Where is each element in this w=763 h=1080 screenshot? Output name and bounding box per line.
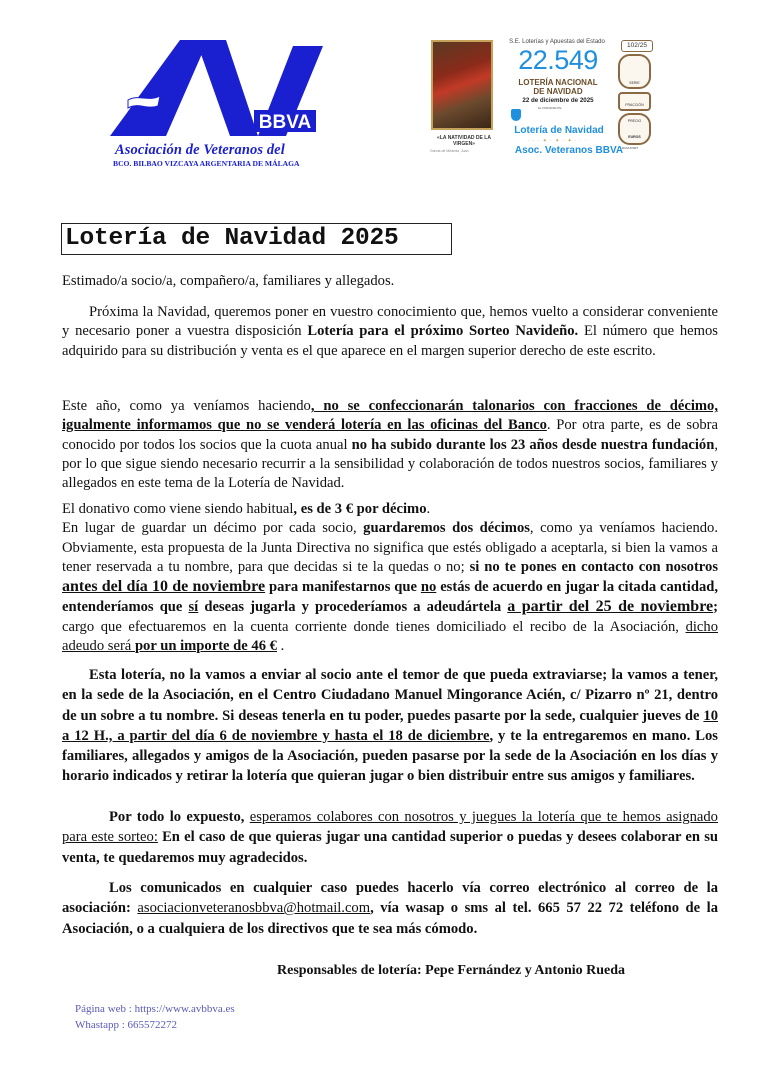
- logo-subtitle: BCO. BILBAO VIZCAYA ARGENTARIA DE MÁLAGA: [113, 159, 300, 168]
- av-logo-mark-icon: [108, 38, 323, 142]
- text-run: Este año, como ya veníamos haciendo: [62, 398, 311, 414]
- text-run-bold-underlined: no: [420, 579, 437, 596]
- ticket-name-line2: DE NAVIDAD: [533, 87, 583, 96]
- paragraph-contacto: [62, 878, 718, 939]
- text-run: , y te la entregaremos en mano. Los familiares, allegados y amigos de la Asociación, pueden pasarse por la sede de la Asociación en los días y horario indicados y retirar la lotería que quieran jugar o bien distribuir entre sus amigos y familiares.: [62, 727, 718, 785]
- ticket-number: 22.549: [518, 45, 598, 75]
- footer-website-link[interactable]: Página web : https://www.avbbva.es: [75, 1003, 235, 1015]
- text-run: cargo que efectuaremos en la cuenta corriente donde tienes domiciliado el recibo de la Asociación,: [62, 618, 686, 635]
- ticket-label-asociacion: Asoc. Veteranos BBVA: [514, 145, 624, 156]
- ticket-name-line1: LOTERÍA NACIONAL: [518, 78, 598, 87]
- text-run: , por lo que sigue siendo necesario recurrir a la sensibilidad y colaboración de todos nuestros socios, familiares y allegados en este tema de la Lotería de Navidad.: [62, 436, 718, 492]
- ticket-painting-author: García de Miranda, Juan: [430, 149, 469, 153]
- paragraph-recogida: [62, 665, 718, 787]
- text-run: En lugar de guardar un décimo por cada socio,: [62, 520, 364, 537]
- ticket-organization: S.E. Loterías y Apuestas del Estado: [509, 39, 605, 45]
- ticket-box-euros-label: EUROS: [628, 135, 641, 139]
- text-run: , como ya veníamos haciendo. Obviamente, esta propuesta de la Junta Directiva no significa que estés obligado a aceptarla, si bien la vamos a tener reservada a tu nombre, para que decidas si te la quedas o no;: [62, 520, 718, 575]
- text-run: . Por otra parte, es de sobra conocido por todos los socios que la cuota anual: [62, 417, 718, 453]
- email-link[interactable]: asociacionveteranosbbva@hotmail.com: [137, 900, 371, 917]
- ticket-box-fraccion: [618, 92, 651, 111]
- text-run-bold: para manifestarnos que: [265, 579, 421, 596]
- text-run-bold-underlined: , no se confeccionarán talonarios con fracciones de décimo, igualmente informamos que no se venderá lotería en las oficinas del Banco: [62, 398, 718, 434]
- logo-title: Asociación de Veteranos del: [115, 142, 285, 158]
- text-run-bold: estás de acuerdo en jugar la citada cantidad, entenderíamos que: [62, 579, 719, 616]
- text-run-deadline: antes del día 10 de noviembre: [62, 578, 266, 596]
- text-run-bold: deseas jugarla y procederíamos a adeudártela: [198, 599, 508, 616]
- text-run: En el caso de que quieras jugar una cantidad superior o puedas y desees colaborar en su venta, te quedaremos muy agradecidos.: [62, 829, 718, 866]
- text-run-bold: ;: [713, 599, 718, 616]
- ticket-label-loteria: Lotería de Navidad: [514, 125, 604, 136]
- text-run: Por todo lo expuesto,: [109, 809, 250, 825]
- ticket-box-serie-label: SERIE: [629, 81, 640, 85]
- ticket-name: [498, 78, 618, 96]
- text-run-underlined: esperamos colabores con nosotros y juegues la lotería que te hemos asignado para este sorteo:: [62, 809, 718, 846]
- text-run-schedule: 10 a 12 H., a partir del día 6 de noviembre y hasta el 18 de diciembre: [62, 707, 718, 744]
- text-run: .: [426, 501, 431, 517]
- text-run-bold: si no te pones en contacto con nosotros: [469, 558, 718, 575]
- text-run: , vía wasap o sms al tel. 665 57 22 72 teléfono de la Asociación, o a cualquiera de los directivos que te sea más cómodo.: [62, 900, 718, 937]
- ticket-seal-icon: [511, 109, 521, 121]
- ticket-box-fraccion-label: FRACCIÓN: [625, 103, 644, 107]
- paragraph-colaboracion: [62, 807, 718, 868]
- ticket-box-precio: [618, 113, 651, 145]
- lottery-ticket-image: [428, 37, 656, 163]
- logo-bbva-text: BBVA: [258, 112, 312, 133]
- page-title: Lotería de Navidad 2025: [61, 223, 452, 255]
- text-run: El donativo como viene siendo habitual: [62, 501, 294, 517]
- ticket-mint-label: RCM-FNMT: [622, 146, 639, 150]
- ticket-president-label: EL PRESIDENTE: [538, 106, 562, 110]
- ticket-painting-caption: «LA NATIVIDAD DE LA VIRGEN»: [437, 135, 491, 147]
- text-run-bold: Lotería para el próximo Sorteo Navideño.: [307, 323, 579, 340]
- text-run-bold-underlined: sí: [188, 599, 199, 616]
- salutation: Estimado/a socio/a, compañero/a, familiares y allegados.: [62, 273, 395, 289]
- ticket-box-precio-label: PRECIO: [627, 119, 642, 123]
- text-run: El número que hemos adquirido para su distribución y venta es el que aparece en el margen superior derecho de este escrito.: [62, 323, 718, 359]
- text-run-amount: por un importe de 46 €: [134, 638, 277, 655]
- ticket-series-code: 102/25: [621, 40, 653, 52]
- ticket-draw-date: 22 de diciembre de 2025: [522, 97, 594, 104]
- paragraph-no-talonarios: [62, 397, 718, 493]
- ticket-box-serie: [618, 54, 651, 89]
- text-run: Esta lotería, no la vamos a enviar al socio ante el temor de que pueda extraviarse; la vamos a tener, en la sede de la Asociación, en el Centro Ciudadano Manuel Mingorance Acién, c/ Pizarro nº 21, dentro de un sobre a tu nombre. Si deseas tenerla en tu poder, puedes pasarte por la sede, cualquier jueves de: [62, 667, 718, 724]
- paragraph-donativo: [62, 500, 718, 656]
- text-run-bold: , es de 3 € por décimo: [293, 501, 427, 517]
- text-run: Próxima la Navidad, queremos poner en vuestro conocimiento que, hemos vuelto a considerar conveniente y necesario poner a vuestra disposición: [62, 304, 718, 340]
- ticket-painting-image: [431, 40, 493, 130]
- association-logo: [108, 38, 323, 170]
- text-run: .: [276, 638, 285, 655]
- ticket-ornament-icon: · · · ✦ · ✦ · ✦ · · ·: [528, 139, 588, 144]
- text-run: Los comunicados en cualquier caso puedes hacerlo vía correo electrónico al correo de la asociación:: [62, 880, 718, 917]
- text-run-charge-date: a partir del 25 de noviembre: [507, 598, 714, 616]
- text-run-bold: guardaremos dos décimos: [363, 520, 530, 537]
- text-run-underlined: dicho adeudo será: [62, 618, 718, 655]
- paragraph-intro: [62, 303, 718, 361]
- text-run-bold: no ha subido durante los 23 años desde nuestra fundación: [351, 436, 715, 453]
- footer-whatsapp: Whastapp : 665572272: [75, 1019, 178, 1031]
- signature: Responsables de lotería: Pepe Fernández y Antonio Rueda: [277, 963, 626, 978]
